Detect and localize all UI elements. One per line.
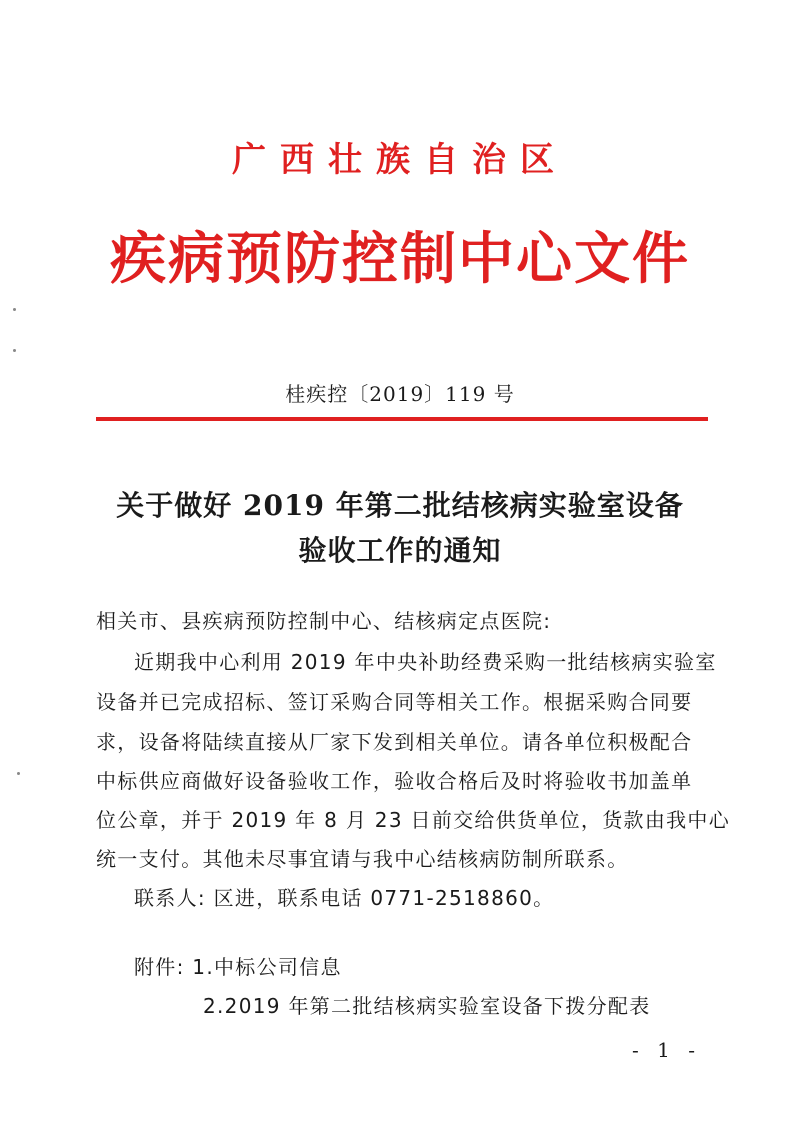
paragraph-line: 统一支付。其他未尽事宜请与我中心结核病防制所联系。 <box>96 847 629 871</box>
issuing-organization-region: 广西壮族自治区 <box>232 140 568 180</box>
paragraph-line: 位公章，并于 2019 年 8 月 23 日前交给供货单位，货款由我中心 <box>96 808 731 832</box>
scan-mark <box>13 349 16 352</box>
document-number: 桂疾控〔2019〕119 号 <box>285 382 515 406</box>
attachment-item-2: 2.2019 年第二批结核病实验室设备下拨分配表 <box>203 994 651 1018</box>
paragraph-line: 求，设备将陆续直接从厂家下发到相关单位。请各单位积极配合 <box>96 730 693 754</box>
scan-mark <box>13 308 16 311</box>
paragraph-line: 近期我中心利用 2019 年中央补助经费采购一批结核病实验室 <box>134 650 717 674</box>
document-title-line1: 关于做好 2019 年第二批结核病实验室设备 <box>116 489 684 522</box>
document-title-line2: 验收工作的通知 <box>298 534 502 567</box>
scan-mark <box>17 772 20 775</box>
page-number: - 1 - <box>632 1038 701 1062</box>
red-separator-rule <box>96 417 708 421</box>
paragraph-line: 设备并已完成招标、签订采购合同等相关工作。根据采购合同要 <box>96 690 693 714</box>
attachment-item-1: 附件: 1.中标公司信息 <box>134 955 342 979</box>
salutation: 相关市、县疾病预防控制中心、结核病定点医院: <box>96 609 552 633</box>
contact-info: 联系人: 区进，联系电话 0771-2518860。 <box>134 886 555 910</box>
paragraph-line: 中标供应商做好设备验收工作，验收合格后及时将验收书加盖单 <box>96 769 693 793</box>
issuing-organization-name: 疾病预防控制中心文件 <box>110 226 690 292</box>
